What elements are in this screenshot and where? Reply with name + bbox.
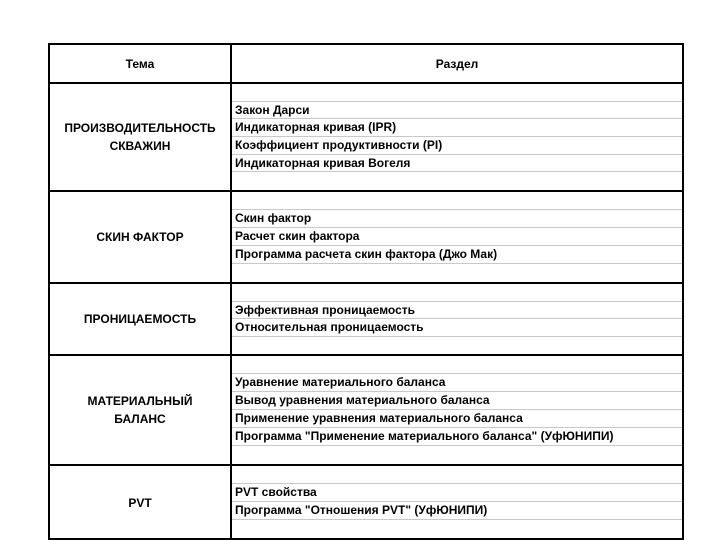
header-section: Раздел — [435, 56, 479, 71]
section-row: Закон Дарси — [232, 102, 682, 120]
section-row: PVT свойства — [232, 484, 682, 502]
section-row: Индикаторная кривая Вогеля — [232, 155, 682, 173]
group-well-productivity — [50, 84, 682, 192]
section-row: Скин фактор — [232, 210, 682, 228]
section-list — [232, 284, 682, 354]
topic-label: ПРОИЗВОДИТЕЛЬНОСТЬ СКВАЖИН — [64, 121, 216, 153]
section-row — [232, 264, 682, 282]
section-list — [232, 466, 682, 540]
section-row — [232, 520, 682, 538]
topic-cell — [50, 84, 232, 190]
topic-label: PVT — [128, 496, 152, 510]
section-row: Относительная проницаемость — [232, 319, 682, 337]
section-row: Индикаторная кривая (IPR) — [232, 119, 682, 137]
section-list — [232, 356, 682, 464]
section-row: Расчет скин фактора — [232, 228, 682, 246]
section-row: Уравнение материального баланса — [232, 374, 682, 392]
group-permeability — [50, 284, 682, 356]
section-row — [232, 337, 682, 354]
topic-label: СКИН ФАКТОР — [96, 230, 184, 244]
section-row: Коэффициент продуктивности (PI) — [232, 137, 682, 155]
section-row — [232, 446, 682, 464]
section-row: Программа расчета скин фактора (Джо Мак) — [232, 246, 682, 264]
section-row — [232, 466, 682, 484]
topic-cell — [50, 466, 232, 540]
topic-cell — [50, 284, 232, 354]
section-row — [232, 356, 682, 374]
table-header — [50, 45, 682, 84]
section-row: Применение уравнения материального баланса — [232, 410, 682, 428]
section-row: Вывод уравнения материального баланса — [232, 392, 682, 410]
topics-table — [48, 43, 684, 540]
section-row — [232, 84, 682, 102]
section-row: Программа "Отношения PVT" (УфЮНИПИ) — [232, 502, 682, 520]
group-skin-factor — [50, 192, 682, 284]
section-row — [232, 172, 682, 190]
header-topic: Тема — [50, 45, 232, 82]
section-row: Программа "Применение материального баланса" (УфЮНИПИ) — [232, 428, 682, 446]
topic-label: ПРОНИЦАЕМОСТЬ — [83, 312, 197, 326]
section-row — [232, 284, 682, 302]
topic-label: МАТЕРИАЛЬНЫЙ БАЛАНС — [87, 394, 193, 426]
group-pvt — [50, 466, 682, 540]
topic-cell — [50, 356, 232, 464]
section-row — [232, 192, 682, 210]
group-material-balance — [50, 356, 682, 466]
section-list — [232, 84, 682, 190]
section-row: Эффективная проницаемость — [232, 302, 682, 320]
topic-cell — [50, 192, 232, 282]
section-list — [232, 192, 682, 282]
